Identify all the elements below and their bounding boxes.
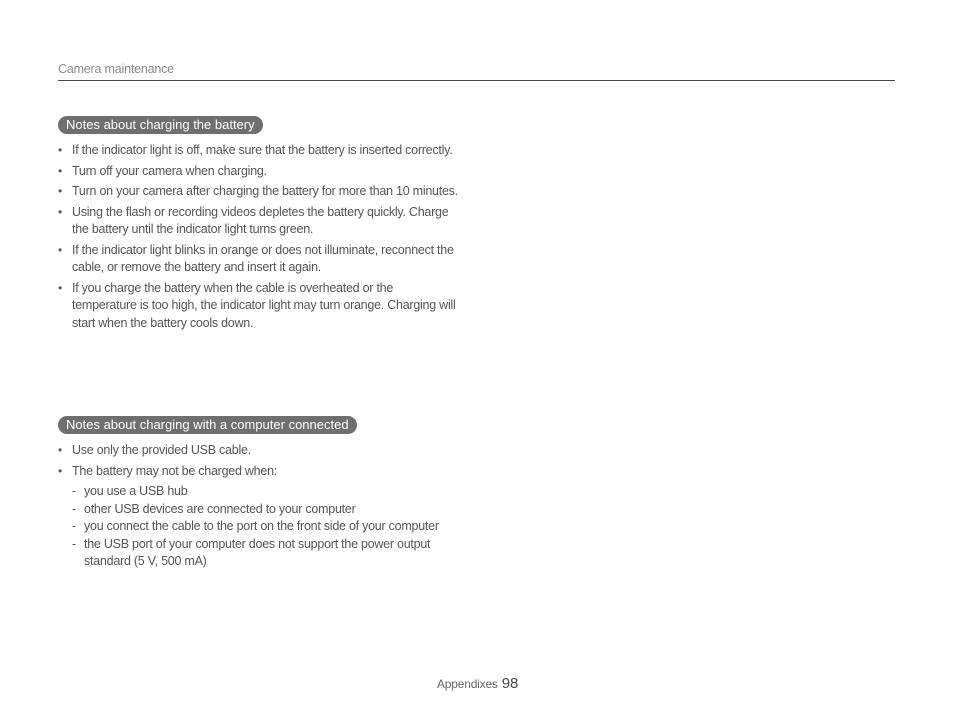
list-item-text: Use only the provided USB cable. (72, 443, 251, 457)
dash-icon: - (72, 484, 76, 498)
list-item (58, 204, 458, 239)
bullet-icon: • (58, 143, 62, 157)
sub-list-item (72, 483, 462, 501)
sub-list-item-text: you use a USB hub (84, 484, 188, 498)
computer-charging-notes-list (58, 442, 458, 483)
list-item-text: The battery may not be charged when: (72, 463, 278, 478)
bullet-icon: • (58, 463, 62, 478)
list-item-text: If the indicator light blinks in orange or does not illuminate, reconnect the cable, or remove the battery and insert it again. (72, 242, 454, 274)
dash-icon: - (72, 501, 76, 516)
bullet-icon: • (58, 242, 62, 257)
list-item (58, 183, 458, 201)
section-heading-computer-charging: Notes about charging with a computer connected (58, 416, 357, 434)
page-footer (437, 675, 518, 693)
sub-list-item-text: you connect the cable to the port on the front side of your computer (84, 519, 439, 533)
list-item-text: If you charge the battery when the cable is overheated or the temperature is too high, the indicator light may turn orange. Charging will start when the battery cools down. (72, 280, 456, 330)
list-item-text: Turn off your camera when charging. (72, 163, 267, 178)
section-heading-charging-battery: Notes about charging the battery (58, 116, 263, 134)
page-number: 98 (501, 675, 519, 692)
bullet-icon: • (58, 204, 62, 219)
list-item (58, 442, 458, 460)
sub-list-item-text: other USB devices are connected to your computer (84, 501, 356, 516)
charging-battery-notes-list (58, 142, 458, 335)
page-header (58, 62, 895, 81)
footer-chapter-label: Appendixes (437, 677, 498, 691)
dash-icon: - (72, 536, 76, 551)
sub-list-item (72, 518, 462, 536)
computer-charging-conditions-list (72, 483, 462, 571)
list-item (58, 280, 458, 333)
sub-list-item (72, 501, 462, 519)
list-item-text: Turn on your camera after charging the battery for more than 10 minutes. (72, 184, 458, 198)
dash-icon: - (72, 519, 76, 533)
bullet-icon: • (58, 163, 62, 178)
list-item (58, 163, 458, 181)
section-title: Camera maintenance (58, 62, 174, 76)
list-item (58, 142, 458, 160)
bullet-icon: • (58, 280, 62, 295)
list-item (58, 242, 458, 277)
bullet-icon: • (58, 184, 62, 198)
list-item-text: If the indicator light is off, make sure that the battery is inserted correctly. (72, 143, 453, 157)
bullet-icon: • (58, 443, 62, 457)
list-item (58, 463, 458, 481)
list-item-text: Using the flash or recording videos depletes the battery quickly. Charge the battery until the indicator light turns green. (72, 204, 449, 236)
sub-list-item (72, 536, 462, 571)
sub-list-item-text: the USB port of your computer does not support the power output standard (5 V, 500 mA) (84, 536, 431, 568)
